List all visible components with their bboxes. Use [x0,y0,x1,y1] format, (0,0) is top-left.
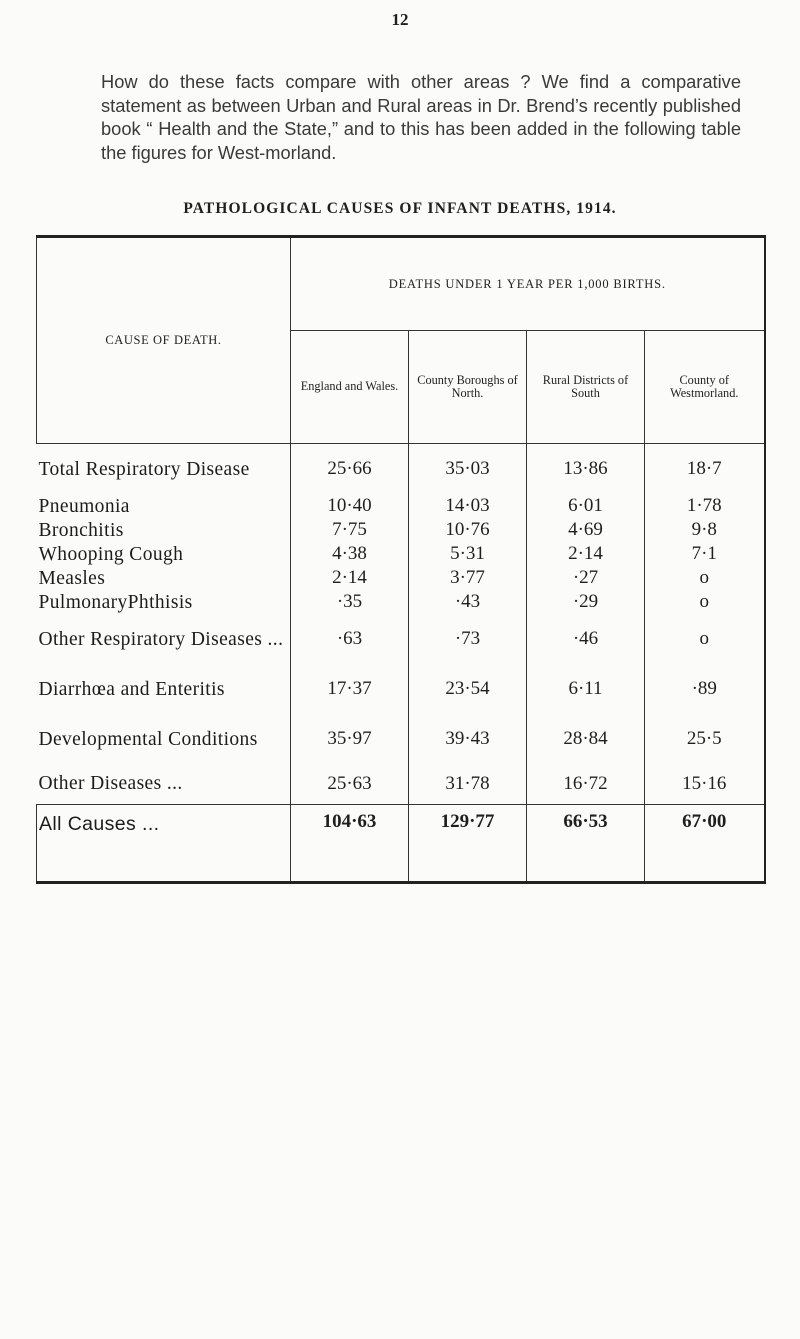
table-cell: 6·01 [527,494,645,518]
table-row [37,664,765,714]
cause-of-death-header: CAUSE OF DEATH. [37,237,291,444]
table-row [37,590,765,614]
table-title: PATHOLOGICAL CAUSES OF INFANT DEATHS, 1914. [183,200,617,217]
table-cell: ·35 [291,590,409,614]
table-cell: 4·69 [527,518,645,542]
row-cause-bronchitis: Bronchitis [38,519,124,541]
table-cell: 14·03 [409,494,527,518]
table-row [37,614,765,664]
table-row [37,714,765,764]
table-cell: 13·86 [527,444,645,495]
table-cell: 3·77 [409,566,527,590]
table-cell: 39·43 [409,714,527,764]
table-cell: 9·8 [645,518,765,542]
column-header-rural-districts: Rural Districts of South [527,331,645,444]
table-cell: 10·76 [409,518,527,542]
table-cell: ·73 [409,614,527,664]
deaths-per-1000-header: DEATHS UNDER 1 YEAR PER 1,000 BIRTHS. [291,237,765,331]
row-cause-total-respiratory: Total Respiratory Disease [38,458,250,480]
total-cell: 66·53 [527,804,645,882]
table-cell: o [645,566,765,590]
row-cause-developmental: Developmental Conditions [38,728,258,750]
row-cause-whooping-cough: Whooping Cough [38,543,184,565]
table-row [37,566,765,590]
row-cause-pneumonia: Pneumonia [38,495,130,517]
table-cell: ·89 [645,664,765,714]
table-cell: 6·11 [527,664,645,714]
table-cell: 7·75 [291,518,409,542]
table-cell: ·27 [527,566,645,590]
table-cell: 35·03 [409,444,527,495]
total-cell: 67·00 [645,804,765,882]
infant-deaths-table [36,235,766,884]
table-cell: 25·63 [291,764,409,804]
table-cell: ·43 [409,590,527,614]
column-header-england-wales: England and Wales. [291,331,409,444]
total-cell: 104·63 [291,804,409,882]
table-cell: 31·78 [409,764,527,804]
table-row [37,444,765,495]
table-cell: 1·78 [645,494,765,518]
table-cell: 23·54 [409,664,527,714]
column-header-westmorland: County of Westmorland. [645,331,765,444]
row-cause-pulmonary-phthisis: PulmonaryPhthisis [38,591,193,613]
row-cause-all-causes: All Causes ... [37,804,291,882]
table-cell: 4·38 [291,542,409,566]
row-cause-other-diseases: Other Diseases ... [38,773,183,795]
total-row [37,804,765,882]
table-cell: 28·84 [527,714,645,764]
table-cell: 35·97 [291,714,409,764]
table-cell: ·63 [291,614,409,664]
table-cell: 25·5 [645,714,765,764]
column-header-county-boroughs: County Boroughs of North. [409,331,527,444]
row-cause-diarrhoea-enteritis: Diarrhœa and Enteritis [38,678,225,700]
table-row [37,518,765,542]
table-cell: 2·14 [527,542,645,566]
table-cell: ·29 [527,590,645,614]
table-row [37,764,765,804]
table-row [37,542,765,566]
table-cell: 5·31 [409,542,527,566]
table-cell: 7·1 [645,542,765,566]
table-cell: 10·40 [291,494,409,518]
table-cell: o [645,614,765,664]
table-cell: 2·14 [291,566,409,590]
table-cell: 25·66 [291,444,409,495]
total-cell: 129·77 [409,804,527,882]
table-cell: 18·7 [645,444,765,495]
table-cell: o [645,590,765,614]
table-cell: 15·16 [645,764,765,804]
table-cell: ·46 [527,614,645,664]
row-cause-measles: Measles [38,567,106,589]
row-cause-other-respiratory: Other Respiratory Diseases ... [38,628,284,650]
table-cell: 16·72 [527,764,645,804]
table-row [37,494,765,518]
intro-paragraph: How do these facts compare with other areas ? We find a comparative statement as between Urban and Rural areas in Dr. Brend’s recently published book “ Health and the State,” and to this has been added in the following table the figures for West-morland. [101,71,741,164]
table-cell: 17·37 [291,664,409,714]
page-number: 12 [391,10,409,29]
